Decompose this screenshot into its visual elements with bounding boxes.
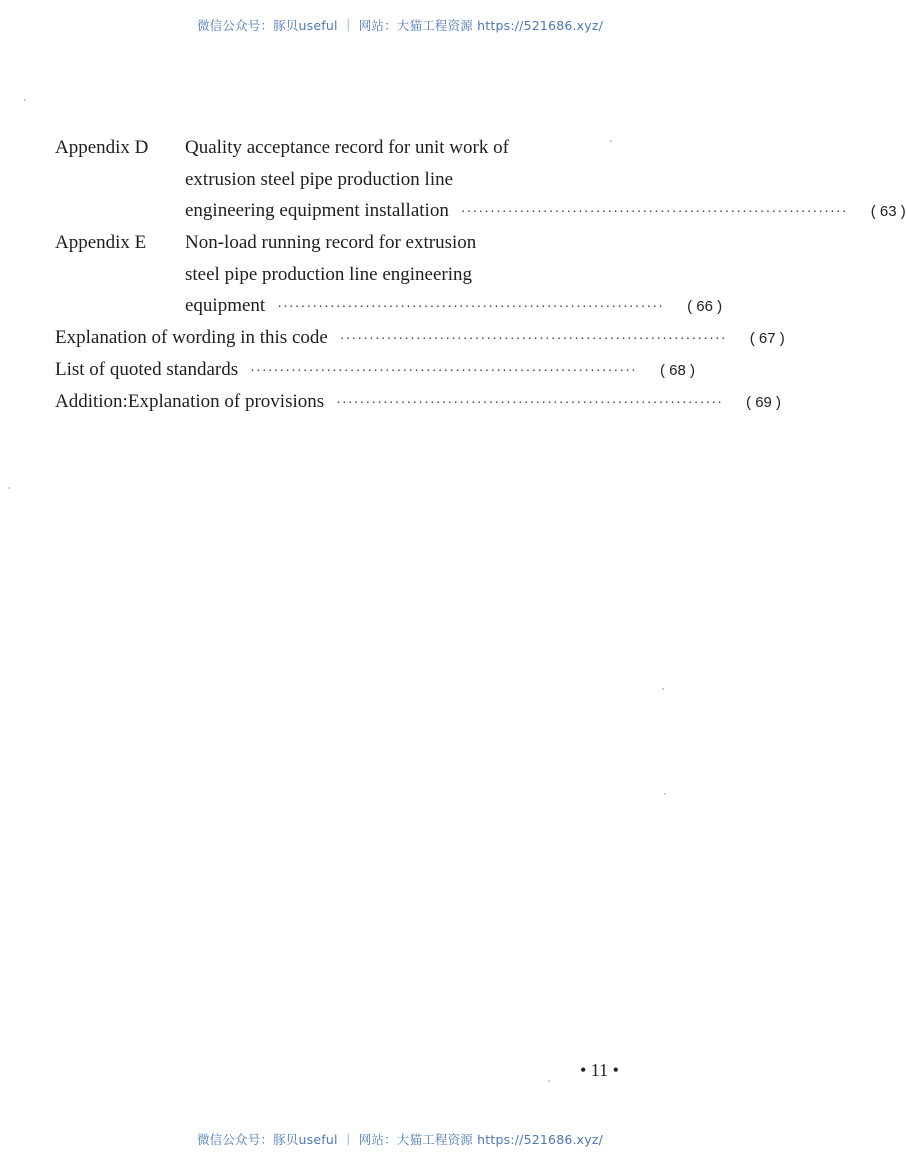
scan-speck xyxy=(662,688,664,690)
toc-entry-appendix-d[interactable] xyxy=(55,132,906,227)
toc-entry-page: ( 66 ) xyxy=(687,298,723,316)
table-of-contents xyxy=(55,132,906,417)
scan-speck xyxy=(548,1080,550,1082)
toc-entry-last-line xyxy=(55,290,723,322)
toc-entry-quoted-standards[interactable] xyxy=(55,354,696,386)
scan-speck xyxy=(664,793,666,795)
dot-leader: ·································································· xyxy=(250,363,638,379)
toc-entry-line xyxy=(55,322,785,354)
toc-entry-last-line xyxy=(55,195,906,227)
toc-entry-title-end: engineering equipment installation xyxy=(185,200,449,222)
scan-speck xyxy=(24,99,26,101)
toc-entry-title-end: equipment xyxy=(185,295,266,317)
toc-entry-page: ( 69 ) xyxy=(746,393,782,411)
toc-entry-line xyxy=(55,132,651,164)
toc-entry-wording[interactable] xyxy=(55,322,785,354)
scan-speck xyxy=(8,487,10,489)
dot-leader: ·································································· xyxy=(277,300,665,316)
toc-entry-page: ( 67 ) xyxy=(749,330,785,348)
toc-entry-title-continued: extrusion steel pipe production line xyxy=(185,168,454,190)
toc-entry-page: ( 63 ) xyxy=(870,203,906,221)
toc-entry-label: Appendix D xyxy=(55,137,149,158)
toc-entry-title: Addition:Explanation of provisions xyxy=(55,390,325,412)
toc-entry-line xyxy=(55,354,696,386)
dot-leader: ·································································· xyxy=(336,395,724,411)
toc-entry-label: Appendix E xyxy=(55,232,147,254)
toc-entry-title: Non-load running record for extrusion xyxy=(185,232,477,254)
dot-leader: ·································································· xyxy=(339,332,727,348)
toc-entry-addition[interactable] xyxy=(55,386,782,418)
toc-entry-appendix-e[interactable] xyxy=(55,227,723,322)
scan-speck xyxy=(610,140,612,142)
toc-entry-title-continued: steel pipe production line engineering xyxy=(185,263,473,285)
dot-leader: ·································································· xyxy=(460,205,848,221)
toc-entry-title: Explanation of wording in this code xyxy=(55,327,328,349)
watermark-top: 微信公众号：豚贝useful ｜ 网站：大猫工程资源 https://521686.xyz/ xyxy=(196,18,604,33)
toc-entry-page: ( 68 ) xyxy=(660,361,696,379)
toc-entry-title: Quality acceptance record for unit work of xyxy=(185,137,509,158)
toc-entry-title: List of quoted standards xyxy=(55,358,239,380)
toc-entry-line xyxy=(55,227,651,259)
toc-entry-line xyxy=(55,386,782,418)
watermark-bottom: 微信公众号：豚贝useful ｜ 网站：大猫工程资源 https://521686.xyz/ xyxy=(196,1132,604,1147)
page-number: • 11 • xyxy=(580,1060,619,1080)
